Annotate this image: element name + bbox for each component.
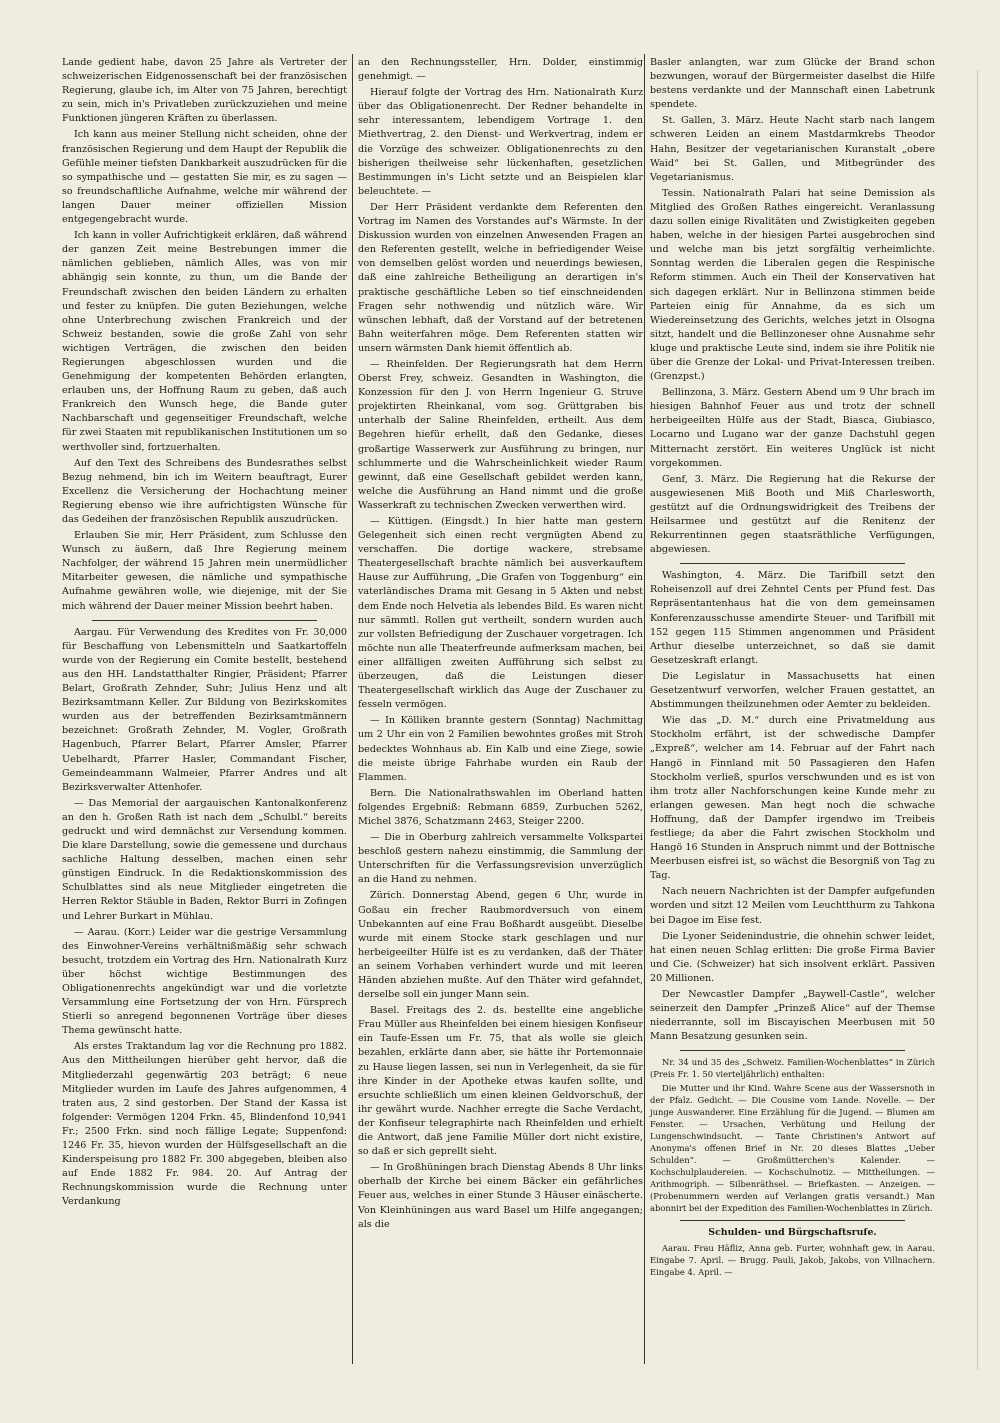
- section-separator: [680, 563, 905, 564]
- notice-intro: Nr. 34 und 35 des „Schweiz. Familien-Wochenblattes“ in Zürich (Preis Fr. 1. 50 vierteljährlich) enthalten:: [650, 1057, 935, 1080]
- article-paragraph: Tessin. Nationalrath Palari hat seine Demission als Mitglied des Großen Rathes eingereicht. Veranlassung dazu sollen einige Rivalitäten und Zwistigkeiten gegeben haben, welche in der hiesigen Partei ausgebrochen sind und welche man bis jetzt sorgfältig verheimlichte. Sonntag werden die Liberalen gegen die Respinische Reform stimmen. Auch ein Theil der Konservativen hat sich dagegen erklärt. Nur in Bellinzona stimmen beide Parteien einig für Annahme, da es sich um Wiedereinsetzung des Gerichts, welches jetzt in Olsogna sitzt, handelt und die Bellinzoneser ohne Ausnahme sehr kluge und praktische Leute sind, indem sie ihre Politik nie über die Grenze der Lokal- und Privat-Interessen treiben. (Grenzpst.): [650, 187, 935, 383]
- article-paragraph: — In Kölliken brannte gestern (Sonntag) Nachmittag um 2 Uhr ein von 2 Familien bewohntes großes mit Stroh bedecktes Wohnhaus ab. Ein Kalb und eine Ziege, sowie die meiste übrige Fahrhabe wurden ein Raub der Flammen.: [358, 715, 643, 783]
- article-paragraph: — Küttigen. (Eingsdt.) In hier hatte man gestern Gelegenheit sich einen recht vergnügten Abend zu verschaffen. Die dortige wackere, strebsame Theatergesellschaft brachte nämlich bei ausverkauftem Hause zur Aufführung, „Die Grafen von Toggenburg“ ein vaterländisches Drama mit Gesang in 5 Akten und nebst dem Ende noch Helvetia als lebendes Bild. Es waren nicht nur sämmtl. Rollen gut vertheilt, sondern wurden auch zur vollsten Befriedigung der Zuschauer vorgetragen. Ich möchte nun alle Theaterfreunde aufmerksam machen, bei einer allfälligen zweiten Aufführung sich selbst zu überzeugen, daß die Leistungen dieser Theatergesellschaft wirklich das Auge der Zuschauer zu fesseln vermögen.: [358, 516, 643, 711]
- column-1: [62, 56, 347, 1212]
- article-paragraph: — Die in Oberburg zahlreich versammelte Volkspartei beschloß gestern nahezu einstimmig, die Sammlung der Unterschriften für die Verfassungsrevision unverzüglich an die Hand zu nehmen.: [358, 832, 643, 886]
- debt-notice-body: Aarau. Frau Häfliz, Anna geb. Furter, wohnhaft gew. in Aarau. Eingabe 7. April. — Brugg. Pauli, Jakob, Jakobs, von Villnachern. Eingabe 4. April. —: [650, 1243, 935, 1278]
- article-paragraph: St. Gallen, 3. März. Heute Nacht starb nach langem schweren Leiden an einem Mastdarmkrebs Theodor Hahn, Besitzer der vegetarianischen Kuranstalt „obere Waid“ bei St. Gallen, und Mitbegründer des Vegetarianismus.: [650, 115, 935, 183]
- article-paragraph: Basel. Freitags des 2. ds. bestellte eine angebliche Frau Müller aus Rheinfelden bei einem hiesigen Konfiseur ein Taufe-Essen um Fr. 75, that als wolle sie gleich bezahlen, erklärte dann aber, sie hätte ihr Portemonnaie zu Hause liegen lassen, sei nun in Verlegenheit, da sie für ihre Kinder in der Apotheke etwas kaufen sollte, und ersuchte schließlich um einen kleinen Geldvorschuß, der ihr gewährt wurde. Nachher erregte die Sache Verdacht, der Konfiseur telegraphirte nach Rheinfelden und erhielt die Antwort, daß jene Familie Müller dort nicht existire, so daß er sich geprellt sieht.: [358, 1005, 643, 1158]
- article-paragraph: an den Rechnungssteller, Hrn. Dolder, einstimmig genehmigt. —: [358, 57, 643, 83]
- section-separator: [92, 620, 317, 621]
- page-edge: [977, 70, 992, 1370]
- section-separator: [680, 1220, 905, 1221]
- article-paragraph: Auf den Text des Schreibens des Bundesrathes selbst Bezug nehmend, bin ich im Weitern beauftragt, Eurer Excellenz die Versicherung der Hochachtung meiner Regierung ebenso wie ihre aufrichtigsten Wünsche für das Gedeihen der französischen Republik auszudrücken.: [62, 457, 347, 525]
- article-paragraph: — Rheinfelden. Der Regierungsrath hat dem Herrn Oberst Frey, schweiz. Gesandten in Washington, die Konzession für den J. von Herrn Ingenieur G. Struve projektirten Rheinkanal, vom sog. Grüttgraben bis unterhalb der Saline Rheinfelden, ertheilt. Aus dem Begehren hiefür erhellt, daß den Gedanke, dieses großartige Wasserwerk zur Ausführung zu bringen, nur schlummerte und die Wahrscheinlichkeit wieder Raum gewinnt, daß eine Gesellschaft gebildet werden kann, welche die Ausführung an Hand nimmt und die große Wasserkraft zu technischen Zwecken verwerthen wird.: [358, 358, 643, 511]
- article-paragraph: Aargau. Für Verwendung des Kredites von Fr. 30,000 für Beschaffung von Lebensmitteln und Saatkartoffeln wurde von der Regierung ein Comite bestellt, bestehend aus den HH. Landstatthalter Ringier, Präsident; Pfarrer Belart, Großrath Zehnder, Suhr; Julius Henz und alt Bezirksamtmann Keller. Zur Bildung von Bezirkskomites wurden aus der betreffenden Bezirksamtmännern bezeichnet: Großrath Zehnder, M. Vogler, Großrath Hagenbuch, Pfarrer Belart, Pfarrer Amsler, Pfarrer Uebelhardt, Pfarrer Hasler, Commandant Fischer, Gemeindeammann Walmeier, Pfarrer Andres und alt Bezirksverwalter Attenhofer.: [62, 626, 347, 793]
- section-separator: [680, 1050, 905, 1051]
- article-paragraph: Bellinzona, 3. März. Gestern Abend um 9 Uhr brach im hiesigen Bahnhof Feuer aus und trotz der schnell herbeigeeilten Hülfe aus der Stadt, Biasca, Giubiasco, Locarno und Lugano war der ganze Dachstuhl gegen Mitternacht zerstört. Ein weiteres Unglück ist nicht vorgekommen.: [650, 387, 935, 469]
- article-paragraph: Wie das „D. M.“ durch eine Privatmeldung aus Stockholm erfährt, ist der schwedische Dampfer „Expreß“, welcher am 14. Februar auf der Fahrt nach Hangö in Finnland mit 50 Passagieren den Hafen Stockholm verließ, spurlos verschwunden und es ist von ihm trotz aller Nachforschungen keine Kunde mehr zu erlangen gewesen. Man hegt noch die schwache Hoffnung, daß der Dampfer irgendwo im Treibeis festliege; da aber die Fahrt zwischen Stockholm und Hangö 16 Stunden in Anspruch nimmt und der Bottnische Meerbusen eisfrei ist, so wächst die Besorgniß von Tag zu Tag.: [650, 715, 935, 882]
- article-paragraph: Hierauf folgte der Vortrag des Hrn. Nationalrath Kurz über das Obligationenrecht. Der Redner behandelte in sehr interessantem, lebendigem Vortrage 1. den Miethvertrag, 2. den Dienst- und Werkvertrag, indem er die Vorzüge des schweizer. Obligationenrechts zu den bisherigen theilweise sehr lückenhaften, gesetzlichen Bestimmungen in's Licht setzte und an Beispielen klar beleuchtete. —: [358, 87, 643, 197]
- article-paragraph: Basler anlangten, war zum Glücke der Brand schon bezwungen, worauf der Bürgermeister daselbst die Hilfe bestens verdankte und der Mannschaft einen Labetrunk spendete.: [650, 57, 935, 111]
- notice-body: Die Mutter und ihr Kind. Wahre Scene aus der Wassersnoth in der Pfalz. Gedicht. — Die Cousine vom Lande. Novelle. — Der junge Auswanderer. Eine Erzählung für die Jugend. — Blumen am Fenster. — Ursachen, Verhütung und Heilung der Lungenschwindsucht. — Tante Christinen's Antwort auf Anonyma's offenen Brief in Nr. 20 dieses Blattes „Ueber Schulden“. — Großmütterchen's Kalender. — Kochschulplaudereien. — Kochschulnotiz. — Mittheilungen. — Arithmogriph. — Silbenräthsel. — Briefkasten. — Anzeigen. — (Probenummern werden auf Verlangen gratis versandt.) Man abonnirt bei der Expedition des Familien-Wochenblattes in Zürich.: [650, 1083, 935, 1214]
- article-paragraph: Der Herr Präsident verdankte dem Referenten den Vortrag im Namen des Vorstandes auf's Wärmste. In der Diskussion wurden von einzelnen Anwesenden Fragen an den Referenten gestellt, welche in befriedigender Weise von demselben gelöst worden und neuerdings bewiesen, daß eine zahlreiche Betheiligung an derartigen in's praktische geschäftliche Leben so tief einschneidenden Fragen sehr nothwendig und nützlich wäre. Wir wünschen lebhaft, daß der Vorstand auf der betretenen Bahn weiterfahren möge. Dem Referenten statten wir unsern wärmsten Dank hiemit öffentlich ab.: [358, 201, 643, 354]
- article-paragraph: Der Newcastler Dampfer „Baywell-Castle“, welcher seinerzeit den Dampfer „Prinzeß Alice“ auf der Themse niederrannte, soll im Biscayischen Meerbusen mit 50 Mann Besatzung gesunken sein.: [650, 989, 935, 1043]
- article-paragraph: Bern. Die Nationalrathswahlen im Oberland hatten folgendes Ergebniß: Rebmann 6859, Zurbuchen 5262, Michel 3876, Schatzmann 2463, Steiger 2200.: [358, 787, 643, 827]
- article-paragraph: — In Großhüningen brach Dienstag Abends 8 Uhr links oberhalb der Kirche bei einem Bäcker ein gefährliches Feuer aus, welches in einer Stunde 3 Häuser einäscherte. Von Kleinhüningen aus ward Basel um Hilfe angegangen; als die: [358, 1162, 643, 1230]
- column-rule: [644, 54, 645, 1364]
- debt-notice-heading: Schulden- und Bürgschaftsrufe.: [708, 1227, 877, 1239]
- newspaper-page: [40, 40, 960, 1400]
- article-paragraph: — Aarau. (Korr.) Leider war die gestrige Versammlung des Einwohner-Vereins verhältnißmäßig sehr schwach besucht, trotzdem ein Vortrag des Hrn. Nationalrath Kurz über höchst wichtige Bestimmungen des Obligationenrechts angekündigt war und die vorletzte Versammlung eine Fortsetzung der von Hrn. Fürsprech Stierli so anregend begonnenen Vorträge über dieses Thema gewünscht hatte.: [62, 926, 347, 1037]
- article-paragraph: Ich kann aus meiner Stellung nicht scheiden, ohne der französischen Regierung und dem Haupt der Republik die Gefühle meiner tiefsten Dankbarkeit auszudrücken für die so sympathische und — gestatten Sie mir, es zu sagen — so freundschaftliche Aufnahme, welche mir während der langen Dauer meiner offiziellen Mission entgegengebracht wurde.: [62, 129, 347, 226]
- article-paragraph: Lande gedient habe, davon 25 Jahre als Vertreter der schweizerischen Eidgenossenschaft bei der französischen Regierung, glaube ich, im Alter von 75 Jahren, berechtigt zu sein, mich in's Privatleben zurückzuziehen und meine Funktionen jüngeren Kräften zu überlassen.: [62, 57, 347, 125]
- column-2: [358, 56, 643, 1234]
- article-paragraph: Die Legislatur in Massachusetts hat einen Gesetzentwurf verworfen, welcher Frauen gestattet, an Abstimmungen theilzunehmen oder Aemter zu bekleiden.: [650, 670, 935, 711]
- article-paragraph: — Das Memorial der aargauischen Kantonalkonferenz an den h. Großen Rath ist nach dem „Schulbl.“ bereits gedruckt und wird demnächst zur Versendung kommen. Die klare Darstellung, sowie die gemessene und durchaus sachliche Haltung desselben, machen einen sehr günstigen Eindruck. In die Redaktionskommission des Schulblattes sind als neue Mitglieder eingetreten die Herren Rektor Stäuble in Baden, Rektor Burri in Zofingen und Lehrer Burkart in Mühlau.: [62, 797, 347, 922]
- column-3: [650, 56, 935, 1280]
- article-paragraph: Als erstes Traktandum lag vor die Rechnung pro 1882. Aus den Mittheilungen hierüber geht hervor, daß die Mitgliederzahl gegenwärtig 203 beträgt; 6 neue Mitglieder wurden im Laufe des Jahres aufgenommen, 4 traten aus, 2 sind gestorben. Der Stand der Kassa ist folgender: Vermögen 1204 Frkn. 45, Blindenfond 10,941 Fr.; 2500 Frkn. sind noch fällige Legate; Suppenfond: 1246 Fr. 35, hievon wurden der Hülfsgesellschaft an die Kinderspeisung pro 1882 Fr. 300 abgegeben, bleiben also auf Ende 1882 Fr. 984. 20. Auf Antrag der Rechnungskommission wurde die Rechnung unter Verdankung: [62, 1041, 347, 1208]
- article-paragraph: Erlauben Sie mir, Herr Präsident, zum Schlusse den Wunsch zu äußern, daß Ihre Regierung meinem Nachfolger, der während 15 Jahren mein unermüdlicher Mitarbeiter gewesen, die nämliche und sympathische Aufnahme gewähren wolle, wie diejenige, mit der Sie mich während der Dauer meiner Mission beehrt haben.: [62, 530, 347, 612]
- column-rule: [352, 54, 353, 1364]
- article-paragraph: Nach neuern Nachrichten ist der Dampfer aufgefunden worden und sitzt 12 Meilen vom Leuchtthurm zu Tahkona bei Dagoe im Eise fest.: [650, 886, 935, 926]
- article-paragraph: Washington, 4. März. Die Tarifbill setzt den Roheisenzoll auf drei Zehntel Cents per Pfund fest. Das Repräsentantenhaus hat die von dem gemeinsamen Konferenzausschusse amendirte Steuer- und Tarifbill mit 152 gegen 115 Stimmen angenommen und Präsident Arthur dieselbe unterzeichnet, so daß sie damit Gesetzeskraft erlangt.: [650, 570, 935, 666]
- article-paragraph: Zürich. Donnerstag Abend, gegen 6 Uhr, wurde in Goßau ein frecher Raubmordversuch von einem Unbekannten auf eine Frau Boßhardt ausgeübt. Dieselbe wurde mit einem Stocke stark geschlagen und nur herbeigeeilter Hülfe ist es zu verdanken, daß der Thäter an seinem Vorhaben verhindert wurde und mit leeren Händen abziehen mußte. Auf den Thäter wird gefahndet, derselbe soll ein junger Mann sein.: [358, 890, 643, 1001]
- article-paragraph: Die Lyoner Seidenindustrie, die ohnehin schwer leidet, hat einen neuen Schlag erlitten: Die große Firma Bavier und Cie. (Schweizer) hat sich insolvent erklärt. Passiven 20 Millionen.: [650, 930, 935, 984]
- article-paragraph: Ich kann in voller Aufrichtigkeit erklären, daß während der ganzen Zeit meine Bestrebungen immer die nämlichen geblieben, nämlich Alles, was von mir abhängig sein konnte, zu thun, um die Bande der Freundschaft zwischen den beiden Ländern zu erhalten und fester zu knüpfen. Die guten Beziehungen, welche ohne Unterbrechung zwischen Frankreich und der Schweiz bestanden, sowie die große Zahl von sehr wichtigen Verträgen, die zwischen den beiden Regierungen abgeschlossen wurden und die Genehmigung der kompetenten Behörden erlangten, erlauben uns, der Hoffnung Raum zu geben, daß auch Frankreich den Wunsch hege, die Bande guter Nachbarschaft und gegenseitiger Freundschaft, welche für zwei Staaten mit republikanischen Institutionen um so werthvoller sind, fortzuerhalten.: [62, 230, 347, 453]
- article-paragraph: Genf, 3. März. Die Regierung hat die Rekurse der ausgewiesenen Miß Booth und Miß Charlesworth, gestützt auf die Ordnungswidrigkeit des Treibens der Heilsarmee und gestützt auf die Renitenz der Rekurrentinnen gegen staatsräthliche Verfügungen, abgewiesen.: [650, 473, 935, 556]
